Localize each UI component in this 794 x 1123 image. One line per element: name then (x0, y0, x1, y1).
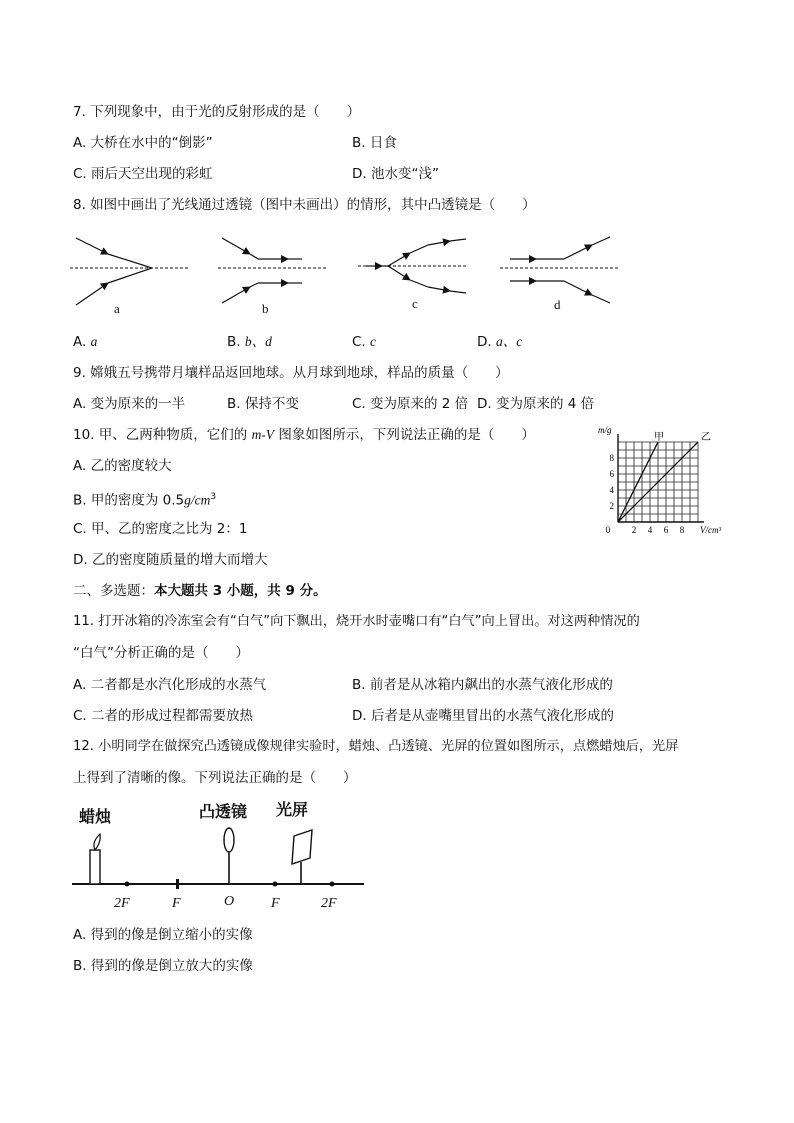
lens-label: 凸透镜 (199, 802, 248, 821)
diagram-c-label: c (412, 296, 418, 311)
q12-option-a: A. 得到的像是倒立缩小的实像 (73, 927, 253, 943)
q7-option-d: D. 池水变“浅” (352, 166, 439, 182)
q8-ray-diagrams (70, 225, 630, 320)
q12-option-b: B. 得到的像是倒立放大的实像 (73, 958, 253, 974)
q8-option-b: B. b、d (227, 334, 272, 350)
q9-option-c: C. 变为原来的 2 倍 (352, 396, 469, 412)
q11-option-b: B. 前者是从冰箱内飙出的水蒸气液化形成的 (352, 677, 613, 693)
diagram-a-label: a (114, 301, 120, 316)
q8-option-d: D. a、c (477, 334, 523, 350)
optical-bench (72, 828, 372, 898)
q11-stem-line1: 11. 打开冰箱的冷冻室会有“白气”向下飘出，烧开水时壶嘴口有“白气”向上冒出。对这两种情况的 (73, 614, 640, 629)
q9-option-a: A. 变为原来的一半 (73, 396, 186, 412)
q7-option-a: A. 大桥在水中的“倒影” (73, 135, 213, 151)
diagram-b-label: b (262, 301, 269, 316)
q10-option-d: D. 乙的密度随质量的增大而增大 (73, 552, 268, 568)
q12-stem-line1: 12. 小明同学在做探究凸透镜成像规律实验时，蜡烛、凸透镜、光屏的位置如图所示，点燃蜡烛后，光屏 (73, 739, 679, 754)
q10-option-a: A. 乙的密度较大 (73, 458, 172, 474)
diagram-c (358, 239, 468, 293)
y-tick-label: 2 (609, 501, 614, 511)
x-tick-label: 8 (679, 525, 685, 535)
q7-option-c: C. 雨后天空出现的彩虹 (73, 166, 213, 182)
x-axis-label: V/cm³ (700, 525, 722, 535)
q11-option-d: D. 后者是从壶嘴里冒出的水蒸气液化形成的 (352, 708, 614, 724)
y-axis-label: m/g (598, 425, 612, 435)
mark-f-left: F (172, 896, 181, 911)
x-tick-label: 2 (631, 525, 637, 535)
q8-option-c: C. c (352, 334, 377, 350)
y-tick-label: 8 (609, 453, 614, 463)
q8-stem: 8. 如图中画出了光线通过透镜（图中未画出）的情形，其中凸透镜是（ ） (73, 197, 536, 213)
q12-stem-line2: 上得到了清晰的像。下列说法正确的是（ ） (73, 770, 357, 786)
q9-stem: 9. 嫦娥五号携带月壤样品返回地球。从月球到地球，样品的质量（ ） (73, 365, 509, 381)
section-2-title: 二、多选题：本大题共 3 小题，共 9 分。 (73, 583, 327, 599)
q9-option-b: B. 保持不变 (227, 396, 299, 412)
q10-stem: 10. 甲、乙两种物质，它们的 m-V 图象如图所示，下列说法正确的是（ ） (73, 427, 535, 443)
diagram-b (218, 238, 328, 303)
candle-label: 蜡烛 (79, 807, 112, 826)
x-tick-label: 0 (605, 525, 611, 535)
series-label-甲: 甲 (654, 432, 664, 443)
q11-stem-line2: “白气”分析正确的是（ ） (73, 645, 249, 661)
convex-lens-icon (224, 828, 234, 884)
diagram-d (500, 237, 618, 303)
q7-stem: 7. 下列现象中，由于光的反射形成的是（ ） (73, 104, 361, 120)
q10-option-b: B. 甲的密度为 $0.5g/cm^3$ (73, 492, 217, 509)
x-tick-label: 4 (647, 525, 653, 535)
y-tick-label: 6 (609, 469, 614, 479)
candle-icon (90, 834, 100, 884)
diagram-a (70, 238, 188, 305)
mark-2f-left: 2F (114, 896, 130, 911)
x-tick-label: 6 (663, 525, 669, 535)
mark-o: O (224, 894, 235, 909)
y-tick-label: 4 (609, 485, 614, 495)
q7-option-b: B. 日食 (352, 135, 397, 151)
q10-option-c: C. 甲、乙的密度之比为 2：1 (73, 521, 248, 537)
mark-f-right: F (271, 896, 280, 911)
diagram-d-label: d (554, 297, 561, 312)
q11-option-c: C. 二者的形成过程都需要放热 (73, 708, 254, 724)
mark-2f-right: 2F (321, 896, 337, 911)
light-screen-icon (292, 830, 312, 884)
q11-option-a: A. 二者都是水汽化形成的水蒸气 (73, 677, 267, 693)
screen-label: 光屏 (276, 800, 309, 819)
q8-option-a: A. a (73, 334, 98, 350)
q9-option-d: D. 变为原来的 4 倍 (477, 396, 595, 412)
series-label-乙: 乙 (701, 432, 711, 443)
mv-chart (596, 424, 726, 544)
